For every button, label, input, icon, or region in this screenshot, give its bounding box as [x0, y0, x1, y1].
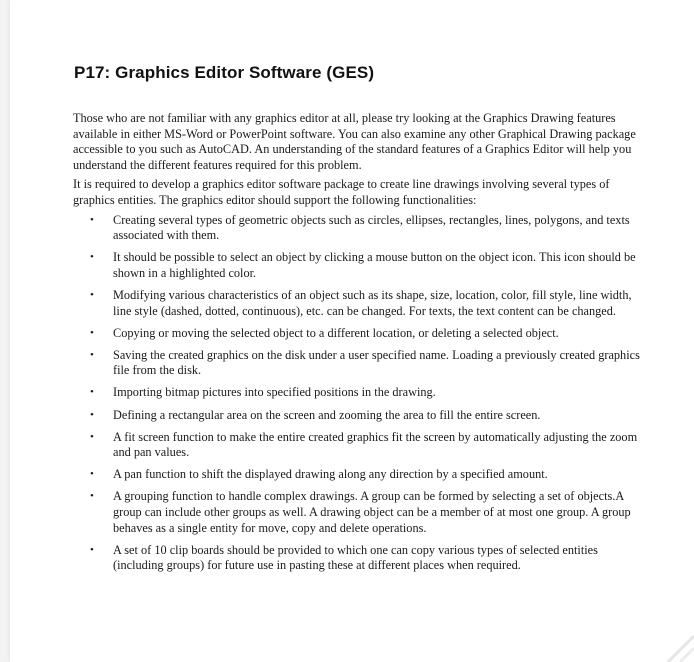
bullet-icon: • — [90, 326, 94, 339]
list-item-text: Saving the created graphics on the disk under a user specified name. Loading a previously created graphics file from the disk. — [113, 347, 640, 378]
intro-paragraph: Those who are not familiar with any graphics editor at all, please try looking at the Graphics Drawing features available in either MS-Word or PowerPoint software. You can also examine any other Graphical Drawing package accessible to you such as AutoCAD. An understanding of the standard features of a Graphics Editor will help you understand the different features required for this problem. — [73, 111, 636, 172]
list-item-text: Defining a rectangular area on the screen and zooming the area to fill the entire screen. — [113, 407, 541, 422]
page-corner-decoration — [654, 622, 694, 662]
list-item-text: A fit screen function to make the entire created graphics fit the screen by automatically adjusting the zoom and pan values. — [113, 429, 638, 460]
list-item — [73, 467, 648, 483]
requirements-paragraph: It is required to develop a graphics editor software package to create line drawings involving several types of graphics entities. The graphics editor should support the following functionalities: — [73, 177, 610, 207]
list-item — [73, 489, 648, 536]
list-item — [73, 348, 648, 379]
bullet-icon: • — [90, 490, 94, 503]
list-item — [73, 250, 648, 281]
bullet-icon: • — [90, 408, 94, 421]
functionality-list — [73, 213, 648, 574]
bullet-icon: • — [90, 348, 94, 361]
bullet-icon: • — [90, 213, 94, 226]
list-item-text: Importing bitmap pictures into specified positions in the drawing. — [113, 385, 436, 400]
bullet-icon: • — [90, 251, 94, 264]
page-title: P17: Graphics Editor Software (GES) — [74, 63, 375, 82]
list-item-text: A set of 10 clip boards should be provided to which one can copy various types of selected entities (including groups) for future use in pasting these at different places when required. — [113, 542, 598, 573]
list-item-text: A grouping function to handle complex drawings. A group can be formed by selecting a set of objects.A group can include other groups as well. A drawing object can be a member of at most one group. A group behaves as a single entity for move, copy and delete operations. — [113, 489, 631, 535]
list-item — [73, 213, 648, 244]
list-item-text: It should be possible to select an object by clicking a mouse button on the object icon. This icon should be shown in a highlighted color. — [113, 250, 636, 280]
bullet-icon: • — [90, 430, 94, 443]
bullet-icon: • — [90, 386, 94, 399]
list-item — [73, 288, 648, 319]
list-item-text: Modifying various characteristics of an object such as its shape, size, location, color, fill style, line width, line style (dashed, dotted, continuous), etc. can be changed. For texts, the text content can be changed. — [113, 287, 632, 318]
list-item — [73, 543, 648, 574]
list-item-text: Copying or moving the selected object to a different location, or deleting a selected object. — [113, 325, 559, 340]
list-item — [73, 326, 648, 342]
list-item — [73, 385, 648, 401]
list-item-text: Creating several types of geometric objects such as circles, ellipses, rectangles, lines, polygons, and texts associated with them. — [113, 212, 630, 243]
bullet-icon: • — [90, 468, 94, 481]
list-item — [73, 408, 648, 424]
bullet-icon: • — [90, 288, 94, 301]
list-item-text: A pan function to shift the displayed drawing along any direction by a specified amount. — [113, 467, 548, 482]
list-item — [73, 430, 648, 461]
bullet-icon: • — [90, 543, 94, 556]
document-body — [73, 111, 648, 580]
document-page — [10, 0, 694, 662]
